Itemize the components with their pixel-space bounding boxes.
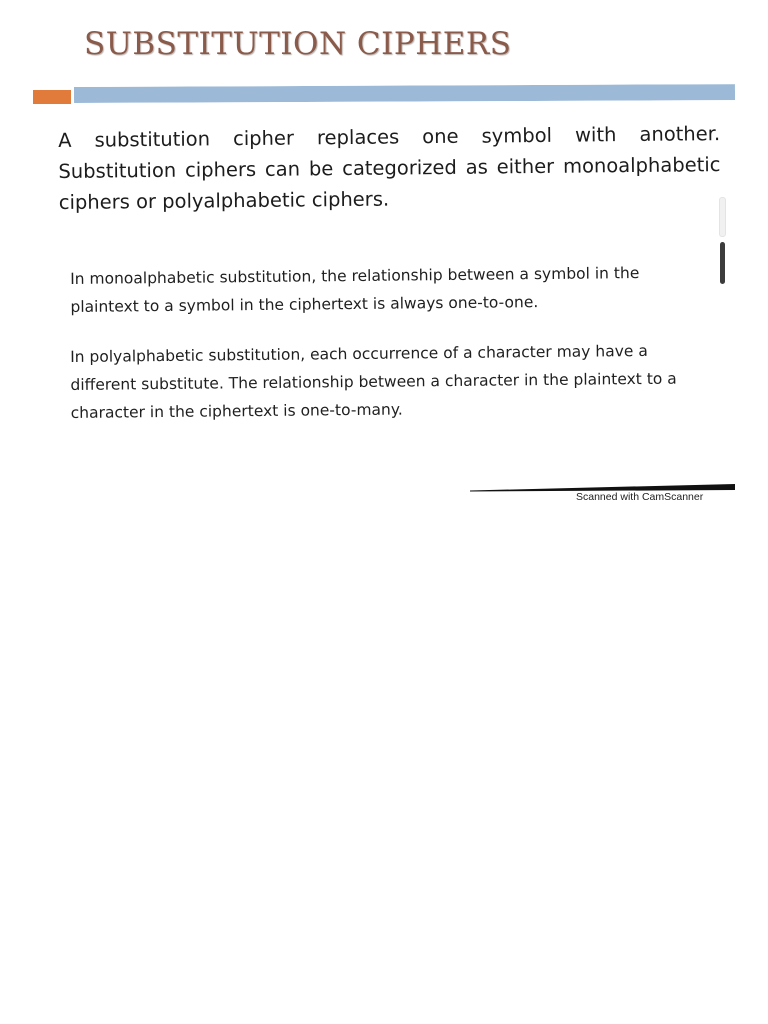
slide-page xyxy=(0,0,768,510)
title-underline-bar xyxy=(74,84,735,103)
camscanner-watermark: Scanned with CamScanner xyxy=(576,491,704,503)
monoalphabetic-paragraph: In monoalphabetic substitution, the relationship between a symbol in the plaintext to a symbol in the ciphertext is always one-to-one. xyxy=(70,264,640,316)
scrollbar-track[interactable] xyxy=(719,197,726,237)
scrollbar-thumb[interactable] xyxy=(720,242,725,284)
title-accent-block xyxy=(33,90,71,104)
slide-title: SUBSTITUTION CIPHERS xyxy=(84,26,512,62)
polyalphabetic-paragraph: In polyalphabetic substitution, each occurrence of a character may have a different substitute. The relationship between a character in the plaintext to a character in the ciphertext is one-to-many. xyxy=(70,341,677,422)
intro-paragraph: A substitution cipher replaces one symbol with another. Substitution ciphers can be categorized as either monoalphabetic ciphers or polyalphabetic ciphers. xyxy=(58,122,721,214)
